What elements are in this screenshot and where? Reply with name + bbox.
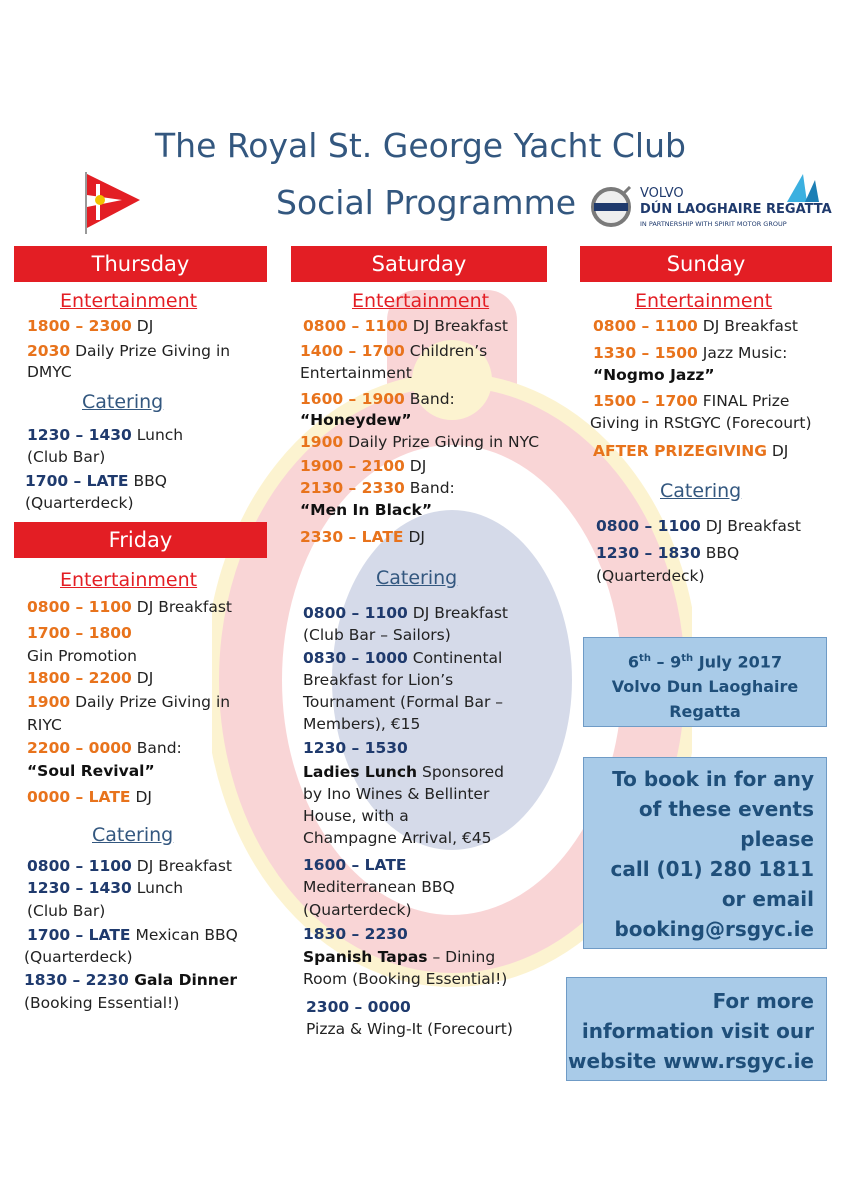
event-line: (Club Bar – Sailors) bbox=[303, 626, 451, 644]
website-text: For more bbox=[712, 989, 814, 1013]
sponsor-name: DÚN LAOGHAIRE REGATTA bbox=[640, 202, 832, 217]
booking-email-link[interactable]: booking@rsgyc.ie bbox=[614, 917, 814, 941]
event-line: 1600 – LATE bbox=[303, 856, 407, 874]
event-line: DMYC bbox=[27, 363, 72, 381]
event-line: (Booking Essential!) bbox=[24, 994, 180, 1012]
event-line: 0800 – 1100 DJ Breakfast bbox=[27, 598, 232, 616]
event-line: 0800 – 1100 DJ Breakfast bbox=[593, 317, 798, 335]
page-subtitle: Social Programme bbox=[276, 183, 577, 222]
sunday-catering-heading: Catering bbox=[660, 480, 742, 502]
event-line: 0800 – 1100 DJ Breakfast bbox=[303, 317, 508, 335]
event-line: 1900 Daily Prize Giving in bbox=[27, 693, 231, 711]
event-line: 1800 – 2300 DJ bbox=[27, 317, 154, 335]
booking-phone[interactable]: call (01) 280 1811 bbox=[610, 857, 814, 881]
day-header-friday: Friday bbox=[14, 522, 267, 558]
event-line: “Honeydew” bbox=[300, 411, 412, 429]
saturday-entertainment-heading: Entertainment bbox=[352, 290, 490, 312]
event-line: Spanish Tapas – Dining bbox=[303, 948, 496, 966]
event-line: “Nogmo Jazz” bbox=[593, 366, 715, 384]
event-dates-box bbox=[583, 637, 827, 727]
event-line: (Club Bar) bbox=[27, 448, 106, 466]
friday-catering-heading: Catering bbox=[92, 824, 174, 846]
sponsor-partner: IN PARTNERSHIP WITH SPIRIT MOTOR GROUP bbox=[640, 220, 787, 228]
event-line: 1400 – 1700 Children’s bbox=[300, 342, 488, 360]
event-line: “Soul Revival” bbox=[27, 762, 155, 780]
event-line: 1900 – 2100 DJ bbox=[300, 457, 427, 475]
event-line: 2300 – 0000 bbox=[306, 998, 411, 1016]
sponsor-brand: VOLVO bbox=[640, 186, 684, 201]
event-line: (Quarterdeck) bbox=[25, 494, 134, 512]
booking-text: of these events bbox=[638, 797, 814, 821]
event-line: “Men In Black” bbox=[300, 501, 433, 519]
event-line: 1700 – 1800 bbox=[27, 624, 132, 642]
event-line: 1800 – 2200 DJ bbox=[27, 669, 154, 687]
sunday-entertainment-heading: Entertainment bbox=[635, 290, 773, 312]
event-line: Members), €15 bbox=[303, 715, 421, 733]
event-line: (Quarterdeck) bbox=[303, 901, 412, 919]
event-line: 0000 – LATE DJ bbox=[27, 788, 152, 806]
event-line: 1230 – 1530 bbox=[303, 739, 408, 757]
event-line: Giving in RStGYC (Forecourt) bbox=[590, 414, 812, 432]
sponsor-logo bbox=[590, 182, 830, 238]
saturday-catering-heading: Catering bbox=[376, 567, 458, 589]
thursday-catering-heading: Catering bbox=[82, 391, 164, 413]
event-line: by Ino Wines & Bellinter bbox=[303, 785, 490, 803]
event-line: 1900 Daily Prize Giving in NYC bbox=[300, 433, 540, 451]
event-line: Gin Promotion bbox=[27, 647, 137, 665]
day-header-thursday: Thursday bbox=[14, 246, 267, 282]
website-link[interactable]: website www.rsgyc.ie bbox=[568, 1049, 814, 1073]
website-text: information visit our bbox=[581, 1019, 814, 1043]
event-line: 2130 – 2330 Band: bbox=[300, 479, 455, 497]
event-line: 0830 – 1000 Continental bbox=[303, 649, 503, 667]
event-line: Room (Booking Essential!) bbox=[303, 970, 508, 988]
event-line: 1500 – 1700 FINAL Prize bbox=[593, 392, 790, 410]
event-line: Tournament (Formal Bar – bbox=[303, 693, 504, 711]
friday-entertainment-heading: Entertainment bbox=[60, 569, 198, 591]
day-header-sunday: Sunday bbox=[580, 246, 832, 282]
club-burgee-icon bbox=[82, 170, 142, 235]
event-line: Breakfast for Lion’s bbox=[303, 671, 454, 689]
event-line: 0800 – 1100 DJ Breakfast bbox=[596, 517, 801, 535]
event-line: Entertainment bbox=[300, 364, 412, 382]
booking-info-box bbox=[583, 757, 827, 949]
volvo-logo-icon bbox=[590, 186, 632, 228]
event-line: Champagne Arrival, €45 bbox=[303, 829, 492, 847]
page-title: The Royal St. George Yacht Club bbox=[155, 126, 686, 165]
day-header-saturday: Saturday bbox=[291, 246, 547, 282]
event-line: 1330 – 1500 Jazz Music: bbox=[593, 344, 788, 362]
event-line: (Club Bar) bbox=[27, 902, 106, 920]
event-line: 1700 – LATE BBQ bbox=[25, 472, 167, 490]
event-name-line1: Volvo Dun Laoghaire bbox=[611, 677, 799, 697]
event-line: 2030 Daily Prize Giving in bbox=[27, 342, 231, 360]
event-line: 1230 – 1830 BBQ bbox=[596, 544, 740, 562]
event-line: AFTER PRIZEGIVING DJ bbox=[593, 442, 789, 460]
booking-text: To book in for any bbox=[612, 767, 814, 791]
event-line: 0800 – 1100 DJ Breakfast bbox=[303, 604, 508, 622]
thursday-entertainment-heading: Entertainment bbox=[60, 290, 198, 312]
event-name-line2: Regatta bbox=[669, 702, 741, 722]
event-line: 1230 – 1430 Lunch bbox=[27, 426, 184, 444]
event-line: 2330 – LATE DJ bbox=[300, 528, 425, 546]
event-line: (Quarterdeck) bbox=[24, 948, 133, 966]
event-line: Mediterranean BBQ bbox=[303, 878, 455, 896]
event-line: 1830 – 2230 Gala Dinner bbox=[24, 971, 237, 989]
booking-text: please bbox=[740, 827, 814, 851]
event-dates: 6th – 9th July 2017 bbox=[627, 652, 783, 672]
sail-icon bbox=[785, 172, 821, 204]
website-info-box bbox=[566, 977, 827, 1081]
event-line: 1600 – 1900 Band: bbox=[300, 390, 455, 408]
event-line: Ladies Lunch Sponsored bbox=[303, 763, 504, 781]
event-line: 1830 – 2230 bbox=[303, 925, 408, 943]
event-line: 0800 – 1100 DJ Breakfast bbox=[27, 857, 232, 875]
booking-text: or email bbox=[721, 887, 814, 911]
event-line: House, with a bbox=[303, 807, 409, 825]
event-line: RIYC bbox=[27, 716, 62, 734]
event-line: Pizza & Wing-It (Forecourt) bbox=[306, 1020, 513, 1038]
event-line: 2200 – 0000 Band: bbox=[27, 739, 182, 757]
event-line: 1700 – LATE Mexican BBQ bbox=[27, 926, 238, 944]
event-line: (Quarterdeck) bbox=[596, 567, 705, 585]
event-line: 1230 – 1430 Lunch bbox=[27, 879, 184, 897]
